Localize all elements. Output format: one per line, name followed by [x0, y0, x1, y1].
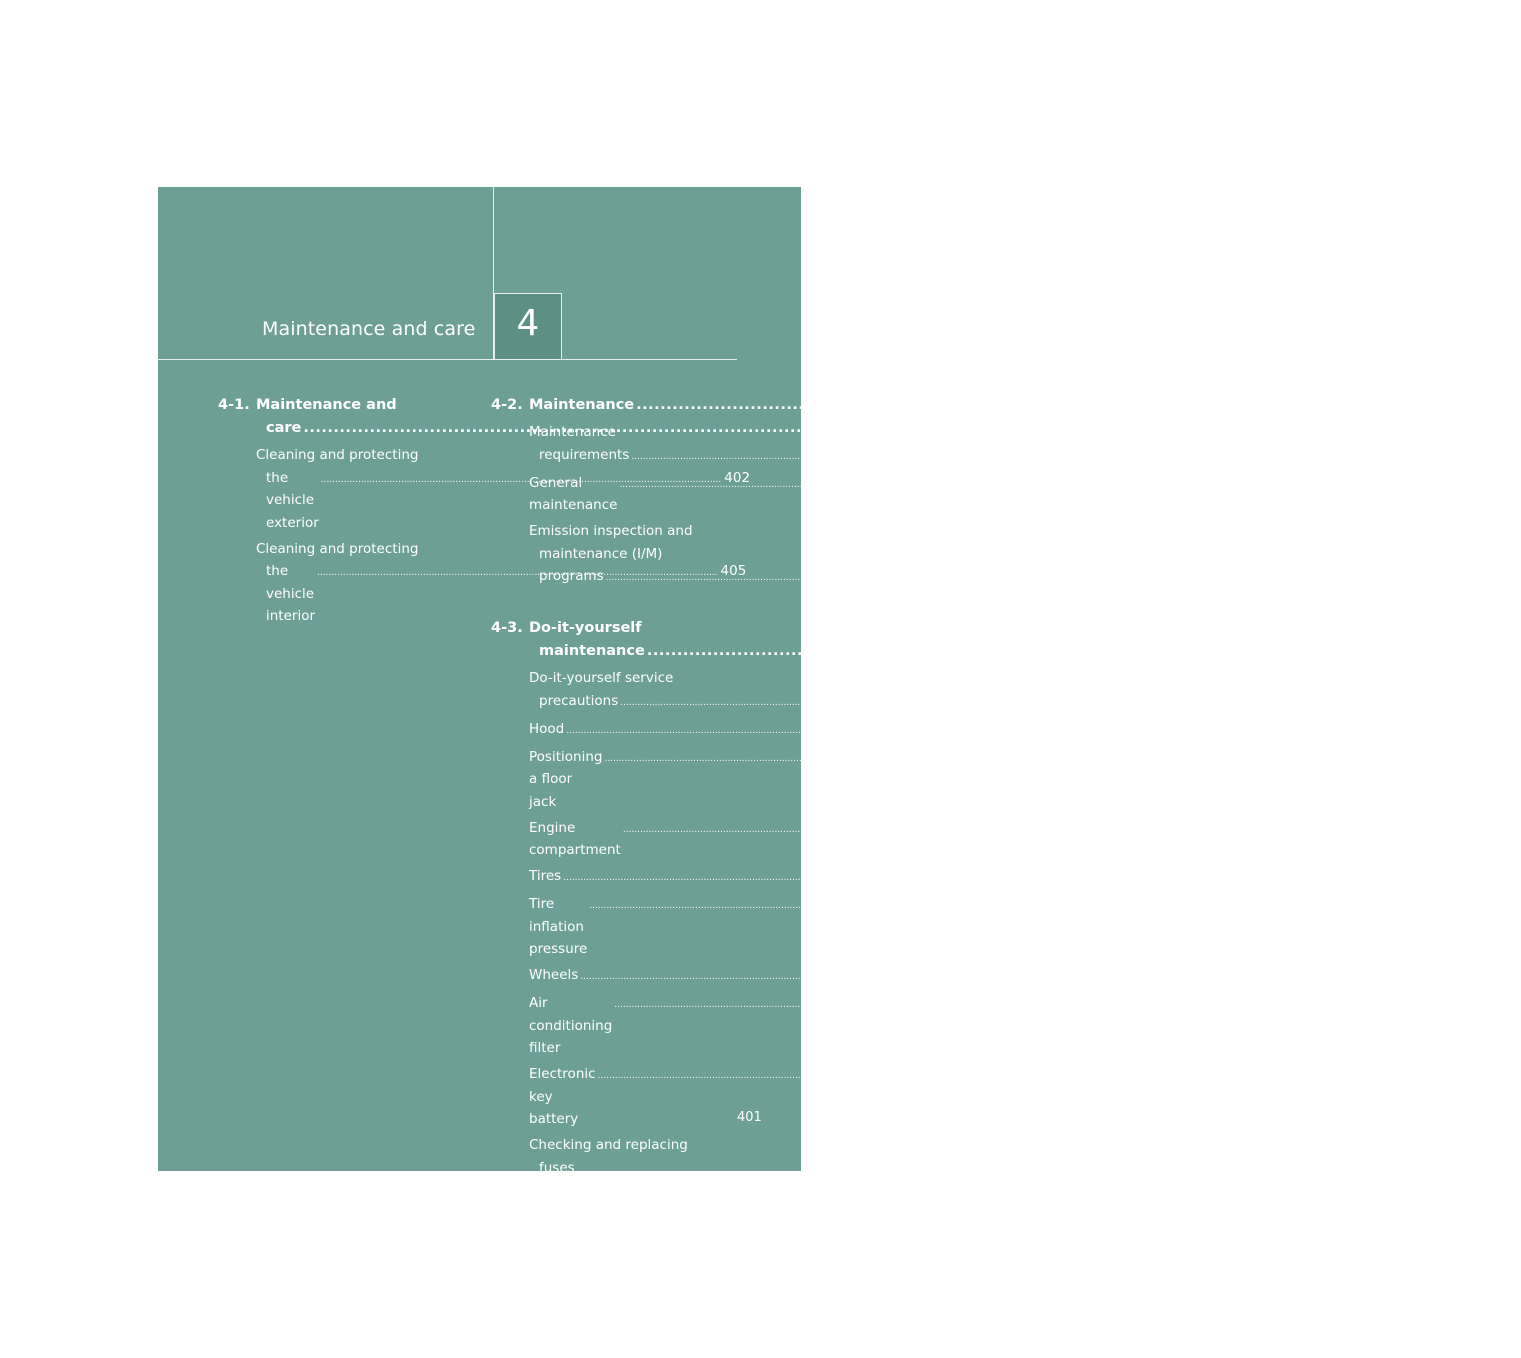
section-number: 4-1. — [218, 397, 250, 413]
dot-leader — [631, 446, 1032, 469]
entry-page-number: 451 — [1017, 995, 1044, 1011]
section-page-number: 402 — [1147, 420, 1178, 436]
entry-text-line: Headlight aim — [529, 1187, 595, 1226]
toc-entry[interactable] — [529, 1233, 997, 1278]
toc-entry[interactable] — [529, 667, 1050, 714]
section-title-line: care — [266, 420, 302, 436]
section-title-line: Do-it-yourself — [529, 620, 642, 636]
toc-entry[interactable] — [529, 992, 1044, 1060]
dot-leader — [563, 867, 964, 890]
entry-text-line: the vehicle exterior — [266, 469, 319, 531]
entry-page-number: 402 — [724, 469, 751, 486]
entry-page-number: 474 — [971, 1236, 997, 1252]
entry-text-line: Light bulbs — [529, 1236, 566, 1275]
entry-text-line: Air conditioning filter — [529, 995, 613, 1056]
toc-entry[interactable] — [529, 1134, 1006, 1181]
entry-text-line: precautions — [539, 692, 619, 709]
entry-text-line: Tires — [529, 868, 562, 884]
entry-page-number: 408 — [1034, 446, 1061, 463]
entry-text-line: fuses — [539, 1159, 575, 1176]
section-page-number: 414 — [1490, 643, 1521, 659]
entry-text-line: Do-it-yourself service — [529, 670, 674, 686]
entry-text-line: Cleaning and protecting — [256, 540, 419, 557]
entry-page-number: 405 — [720, 563, 747, 579]
entry-text-line: Hood — [529, 720, 565, 737]
section-heading[interactable] — [491, 617, 1521, 663]
toc-entry[interactable] — [529, 1185, 1026, 1230]
section-number: 4-3. — [491, 620, 523, 636]
dot-leader — [596, 1187, 997, 1210]
header-divider-horizontal — [158, 359, 737, 360]
entry-text-line: General maintenance — [529, 474, 618, 513]
dot-leader — [647, 640, 1488, 663]
dot-leader — [604, 748, 1005, 771]
toc-entry[interactable] — [529, 746, 1034, 814]
section-title-line: maintenance — [539, 643, 645, 659]
chapter-title: Maintenance and care — [262, 318, 476, 340]
dot-leader — [580, 966, 981, 989]
entry-text-line: the vehicle interior — [266, 563, 316, 624]
entry-page-number: 445 — [992, 896, 1019, 912]
dot-leader — [598, 1065, 999, 1088]
entry-text-line: Electronic key battery — [529, 1066, 596, 1127]
entry-page-number: 417 — [969, 720, 996, 737]
entry-text-line: Checking and replacing — [529, 1137, 688, 1153]
section-number: 4-2. — [491, 397, 523, 413]
dot-leader — [623, 819, 1024, 842]
entry-text-line: Emission inspection and — [529, 523, 693, 539]
toc-entry[interactable] — [529, 865, 993, 890]
entry-text-line: Maintenance — [529, 424, 616, 440]
toc-entry[interactable] — [529, 421, 1061, 468]
dot-leader — [636, 394, 1477, 417]
entry-page-number: 435 — [966, 868, 993, 884]
chapter-number-box — [494, 293, 562, 359]
toc-entry[interactable] — [529, 817, 1053, 862]
entry-text-line: requirements — [539, 446, 630, 463]
entry-page-number: 410 — [1022, 474, 1049, 491]
toc-entry[interactable] — [529, 964, 1010, 989]
chapter-number: 4 — [516, 303, 540, 344]
section-page-number: 408 — [1480, 397, 1511, 413]
entry-page-number: 418 — [1007, 748, 1034, 765]
entry-page-number: 471 — [999, 1187, 1026, 1204]
entry-text-line: Tire inflation pressure — [529, 896, 588, 957]
entry-text-line: Cleaning and protecting — [256, 447, 419, 463]
section-title-line: Maintenance — [529, 397, 635, 413]
dot-leader — [567, 1235, 968, 1258]
dot-leader — [620, 692, 1021, 715]
toc-entry[interactable] — [529, 893, 1019, 961]
toc-entry[interactable] — [529, 520, 1035, 590]
entry-page-number: 420 — [1026, 819, 1053, 836]
page-number: 401 — [737, 1110, 762, 1125]
dot-leader — [589, 895, 990, 918]
dot-leader — [619, 474, 1020, 497]
entry-text-line: Wheels — [529, 967, 579, 983]
section-heading[interactable] — [491, 394, 1511, 417]
entry-text-line: programs — [539, 568, 604, 584]
entry-page-number: 449 — [983, 967, 1010, 983]
dot-leader — [577, 1159, 978, 1182]
entry-text-line: Engine compartment — [529, 819, 621, 858]
section-title-line: Maintenance and — [256, 397, 397, 413]
toc-entry[interactable] — [529, 718, 996, 743]
entry-page-number: 454 — [1001, 1066, 1027, 1082]
dot-leader — [614, 994, 1015, 1017]
entry-page-number: 414 — [1023, 692, 1050, 709]
entry-text-line: maintenance (I/M) — [539, 545, 663, 562]
entry-page-number: 456 — [980, 1159, 1006, 1176]
entry-text-line: Positioning a floor jack — [529, 748, 603, 810]
dot-leader — [566, 720, 967, 743]
dot-leader — [606, 567, 1007, 590]
entry-page-number: 413 — [1009, 568, 1035, 584]
